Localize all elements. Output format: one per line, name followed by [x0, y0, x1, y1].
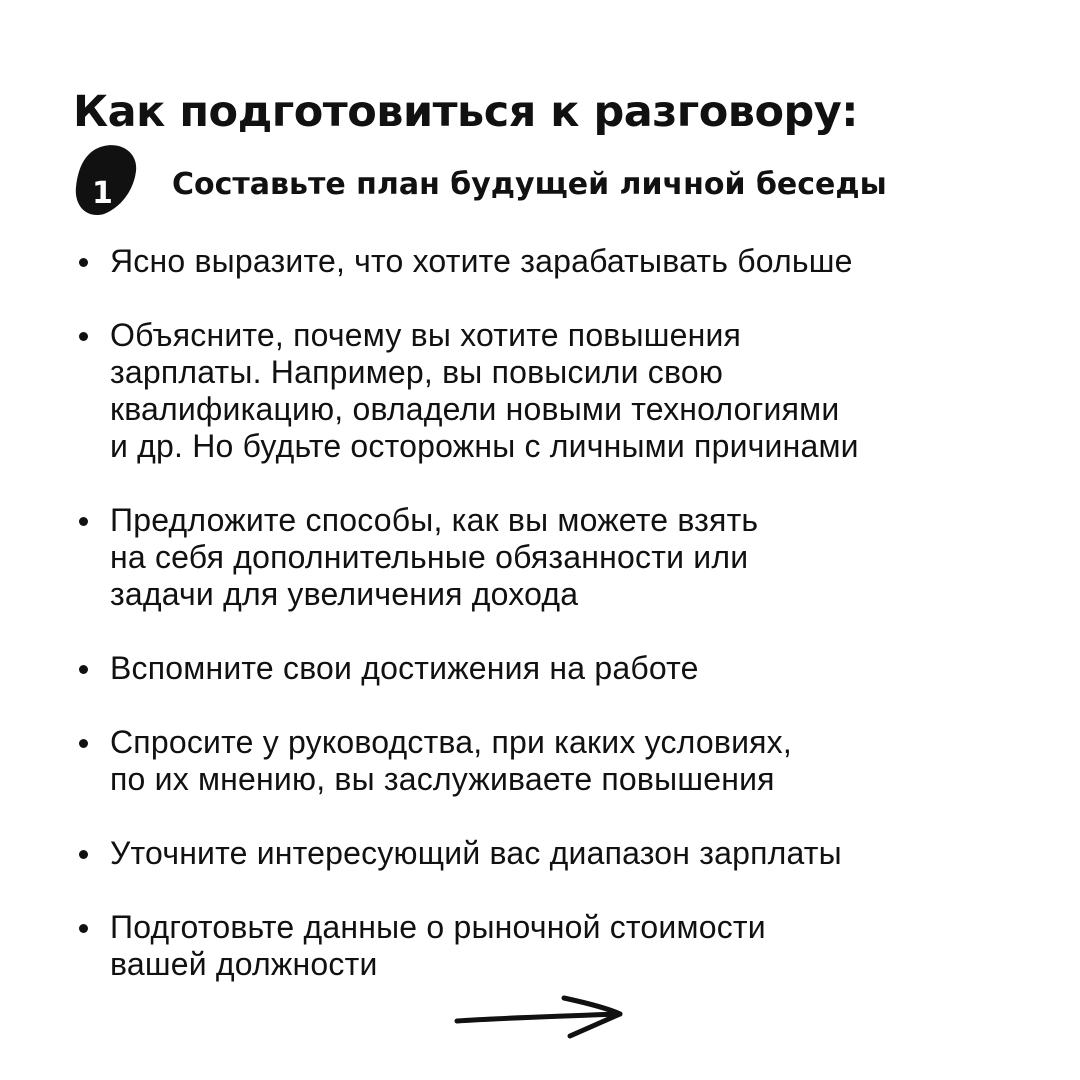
step-number-badge	[74, 143, 138, 217]
list-item	[74, 317, 1064, 465]
list-item	[74, 650, 1064, 687]
list-item-line: зарплаты. Например, вы повысили свою	[110, 354, 724, 390]
list-item-line: задачи для увеличения дохода	[110, 576, 579, 612]
list-item-line: Ясно выразите, что хотите зарабатывать больше	[110, 243, 853, 279]
list-item-line: и др. Но будьте осторожны с личными причинами	[110, 428, 859, 464]
bullet-icon	[79, 924, 88, 933]
bullet-icon	[79, 258, 88, 267]
list-item	[74, 724, 1064, 798]
list-item	[74, 835, 1064, 872]
bullet-icon	[79, 517, 88, 526]
list-item-line: Спросите у руководства, при каких условиях,	[110, 724, 792, 760]
step-number: 1	[92, 176, 113, 211]
list-item-line: Объясните, почему вы хотите повышения	[110, 317, 742, 353]
list-item	[74, 909, 1064, 983]
bullet-icon	[79, 739, 88, 748]
step-header	[74, 143, 1034, 219]
list-item-line: по их мнению, вы заслуживаете повышения	[110, 761, 775, 797]
list-item-line: Уточните интересующий вас диапазон зарплаты	[110, 835, 842, 871]
step-title: Составьте план будущей личной беседы	[172, 167, 887, 202]
list-item-line: Предложите способы, как вы можете взять	[110, 502, 759, 538]
bullet-icon	[79, 850, 88, 859]
list-item-line: Подготовьте данные о рыночной стоимости	[110, 909, 766, 945]
list-item	[74, 502, 1064, 613]
bullet-icon	[79, 665, 88, 674]
next-page-button[interactable]	[452, 990, 632, 1040]
list-item	[74, 243, 1064, 280]
bullet-icon	[79, 332, 88, 341]
arrow-right-icon	[452, 990, 632, 1040]
list-item-line: вашей должности	[110, 946, 378, 982]
page-title: Как подготовиться к разговору:	[73, 87, 858, 137]
list-item-line: квалификацию, овладели новыми технологиями	[110, 391, 840, 427]
bullet-list	[74, 243, 1064, 1020]
list-item-line: на себя дополнительные обязанности или	[110, 539, 749, 575]
list-item-line: Вспомните свои достижения на работе	[110, 650, 699, 686]
